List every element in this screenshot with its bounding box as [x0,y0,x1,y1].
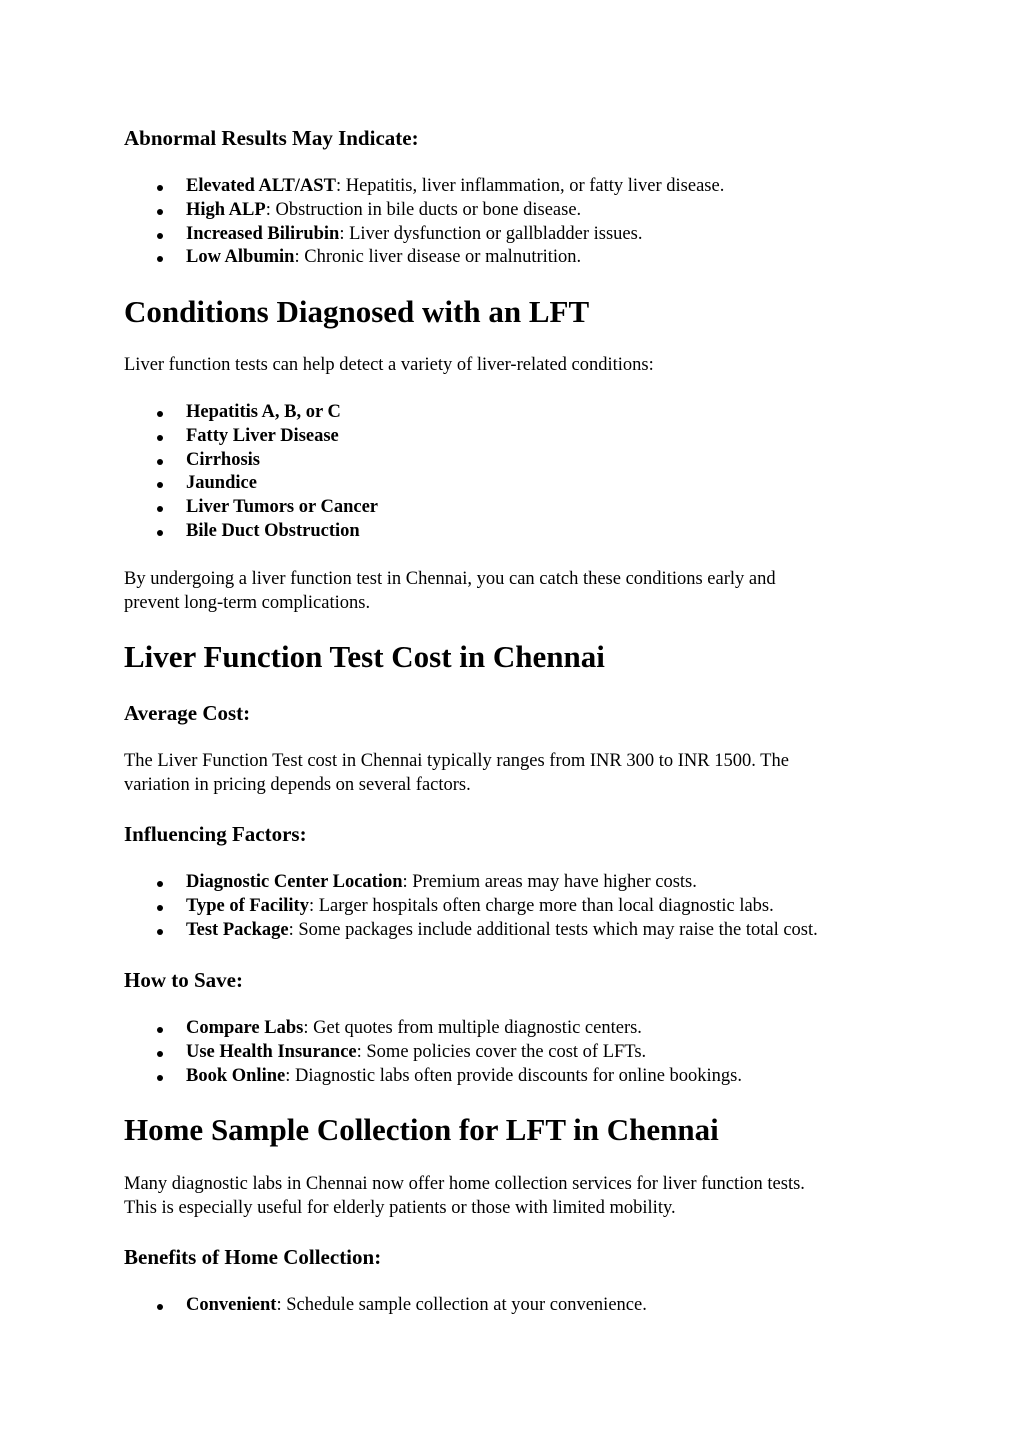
benefits-heading: Benefits of Home Collection: [124,1245,382,1269]
list-item [124,1065,742,1089]
item-desc: : Liver dysfunction or gallbladder issues. [339,223,643,244]
item-term: Test Package [186,919,289,940]
item-term: Liver Tumors or Cancer [186,497,379,518]
item-desc: : Diagnostic labs often provide discounts for online bookings. [285,1065,743,1086]
item-term: Compare Labs [186,1018,304,1038]
average-cost-line-2: variation in pricing depends on several factors. [124,775,471,795]
home-collection-intro-line-1: Many diagnostic labs in Chennai now offer home collection services for liver function tests. [124,1174,805,1194]
item-term: Jaundice [186,473,257,494]
conditions-intro: Liver function tests can help detect a variety of liver-related conditions: [124,355,654,375]
item-term: High ALP [186,199,266,220]
home-collection-heading: Home Sample Collection for LFT in Chennai [124,1112,719,1147]
item-desc: : Larger hospitals often charge more than local diagnostic labs. [308,895,774,916]
list-item [124,520,378,544]
list-item [124,449,378,473]
average-cost-heading: Average Cost: [124,701,251,725]
item-desc: : Some packages include additional tests which may raise the total cost. [288,919,818,940]
list-item [124,246,724,270]
item-desc: : Schedule sample collection at your convenience. [276,1295,647,1315]
item-term: Elevated ALT/AST [186,176,336,196]
influencing-factors-list [124,871,818,942]
item-term: Type of Facility [186,895,309,916]
conditions-list [124,401,378,544]
list-item [124,472,378,496]
item-term: Diagnostic Center Location [186,872,403,892]
item-desc: : Chronic liver disease or malnutrition. [294,247,582,268]
item-term: Convenient [186,1295,277,1315]
list-item [124,199,724,223]
conditions-outro-line-2: prevent long-term complications. [124,593,371,613]
list-item [124,401,378,425]
list-item [124,1041,742,1065]
item-desc: : Get quotes from multiple diagnostic centers. [303,1018,642,1038]
item-term: Book Online [186,1065,286,1086]
item-desc: : Obstruction in bile ducts or bone disease. [265,199,582,220]
item-desc: : Some policies cover the cost of LFTs. [356,1041,647,1062]
list-item [124,223,724,247]
item-term: Fatty Liver Disease [186,425,339,446]
item-desc: : Premium areas may have higher costs. [402,872,697,892]
list-item [124,871,818,895]
cost-heading: Liver Function Test Cost in Chennai [124,639,605,674]
item-term: Hepatitis A, B, or C [186,402,341,422]
abnormal-results-heading: Abnormal Results May Indicate: [124,126,419,150]
list-item [124,175,724,199]
item-term: Cirrhosis [186,449,260,470]
list-item [124,496,378,520]
item-term: Increased Bilirubin [186,223,340,244]
item-term: Low Albumin [186,247,295,268]
how-to-save-list [124,1017,742,1088]
list-item [124,895,818,919]
abnormal-results-list [124,175,724,270]
conditions-outro-line-1: By undergoing a liver function test in Chennai, you can catch these conditions early and [124,569,776,589]
benefits-list [124,1294,647,1318]
list-item [124,425,378,449]
item-desc: : Hepatitis, liver inflammation, or fatty liver disease. [335,176,725,196]
home-collection-intro-line-2: This is especially useful for elderly patients or those with limited mobility. [124,1198,676,1218]
conditions-heading: Conditions Diagnosed with an LFT [124,294,590,329]
influencing-factors-heading: Influencing Factors: [124,822,307,846]
item-term: Use Health Insurance [186,1041,357,1062]
how-to-save-heading: How to Save: [124,968,243,992]
list-item [124,919,818,943]
list-item [124,1017,742,1041]
average-cost-line-1: The Liver Function Test cost in Chennai typically ranges from INR 300 to INR 1500. The [124,751,789,771]
list-item [124,1294,647,1318]
item-term: Bile Duct Obstruction [186,520,360,541]
